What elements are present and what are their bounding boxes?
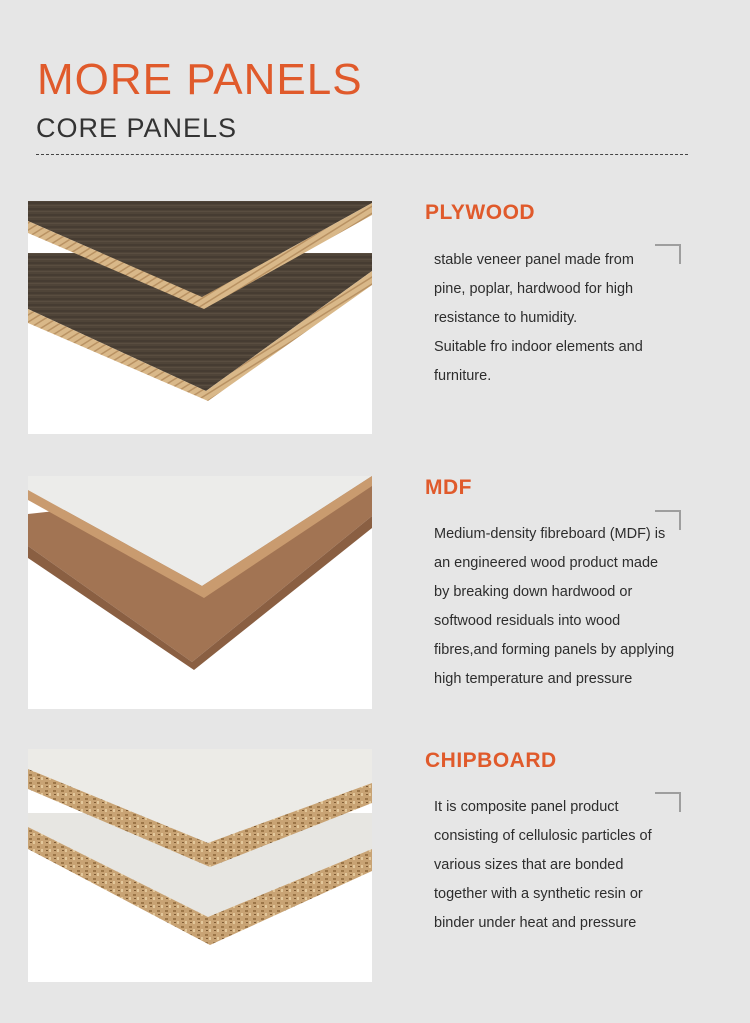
panel-description-chipboard xyxy=(434,793,684,938)
description-line: an engineered wood product made xyxy=(434,555,659,571)
mdf-image xyxy=(28,476,372,709)
panel-heading-plywood: PLYWOOD xyxy=(425,201,536,224)
panel-description-plywood xyxy=(434,246,684,391)
description-line: stable veneer panel made from xyxy=(434,252,634,268)
panel-heading-chipboard: CHIPBOARD xyxy=(425,749,557,772)
page-subtitle: CORE PANELS xyxy=(36,113,238,143)
description-line: binder under heat and pressure xyxy=(434,915,637,931)
description-line: softwood residuals into wood xyxy=(434,613,621,629)
description-line: Medium-density fibreboard (MDF) is xyxy=(434,526,666,542)
panel-description-mdf xyxy=(434,520,684,694)
description-line: fibres,and forming panels by applying xyxy=(434,642,675,658)
description-line: consisting of cellulosic particles of xyxy=(434,828,652,844)
description-line: together with a synthetic resin or xyxy=(434,886,643,902)
description-line: resistance to humidity. xyxy=(434,310,578,326)
description-line: pine, poplar, hardwood for high xyxy=(434,281,634,297)
description-line: Suitable fro indoor elements and xyxy=(434,339,643,355)
chipboard-image xyxy=(28,749,372,982)
plywood-image xyxy=(28,201,372,434)
description-line: furniture. xyxy=(434,368,492,384)
page-title: MORE PANELS xyxy=(37,55,363,104)
description-line: high temperature and pressure xyxy=(434,671,633,687)
description-line: by breaking down hardwood or xyxy=(434,584,633,600)
description-line: It is composite panel product xyxy=(434,799,619,815)
description-line: various sizes that are bonded xyxy=(434,857,624,873)
panel-heading-mdf: MDF xyxy=(425,476,472,499)
dashed-divider xyxy=(36,154,688,155)
